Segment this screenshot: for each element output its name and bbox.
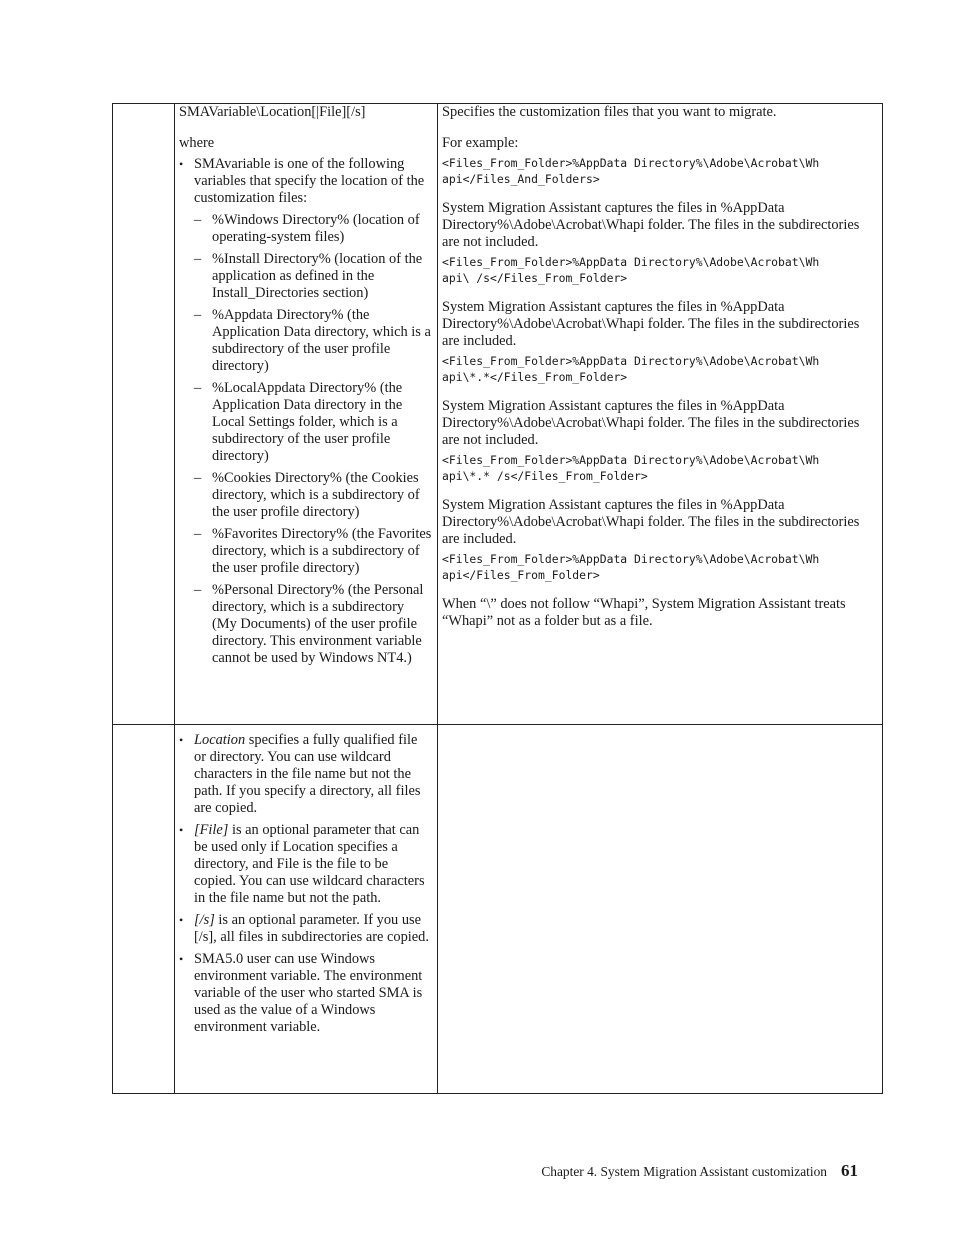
variable-intro: SMAvariable is one of the following variables that specify the location of the customization files:	[194, 156, 425, 206]
list-item: • SMA5.0 user can use Windows environment variable. The environment variable of the user who started SMA is used as the value of a Windows environment variable.	[179, 951, 432, 1036]
syntax-line: SMAVariable\Location[|File][/s]	[179, 104, 366, 120]
description-cell	[438, 104, 883, 725]
table-row	[113, 725, 883, 1094]
code-example: <Files_From_Folder>%AppData Directory%\Adobe\Acrobat\Wh api\*.* /s</Files_From_Folder>	[442, 453, 820, 483]
code-example: <Files_From_Folder>%AppData Directory%\Adobe\Acrobat\Wh api\ /s</Files_From_Folder>	[442, 255, 820, 285]
list-item: • Location specifies a fully qualified file or directory. You can use wildcard characters in the file name but not the path. If you specify a directory, all files are copied.	[179, 732, 432, 817]
blank-cell	[113, 104, 175, 725]
parameter-term: [File]	[194, 822, 229, 838]
parameter-term: Location	[194, 732, 246, 748]
example-explanation: System Migration Assistant captures the files in %AppData Directory%\Adobe\Acrobat\Whapi folder. The files in the subdirectories are not included.	[442, 398, 860, 448]
list-item: • [/s] is an optional parameter. If you use [/s], all files in subdirectories are copied.	[179, 912, 432, 946]
list-item: – %Favorites Directory% (the Favorites directory, which is a subdirectory of the user profile directory)	[194, 526, 432, 577]
list-item: – %Cookies Directory% (the Cookies directory, which is a subdirectory of the user profile directory)	[194, 470, 432, 521]
list-item: – %Install Directory% (location of the application as defined in the Install_Directories section)	[194, 251, 432, 302]
list-item: – %Windows Directory% (location of operating-system files)	[194, 212, 432, 246]
code-example: <Files_From_Folder>%AppData Directory%\Adobe\Acrobat\Wh api</Files_And_Folders>	[442, 156, 820, 186]
variable-list	[179, 156, 432, 667]
parameter-cell	[175, 725, 438, 1094]
list-item	[179, 156, 432, 667]
example-explanation: System Migration Assistant captures the files in %AppData Directory%\Adobe\Acrobat\Whapi folder. The files in the subdirectories are not included.	[442, 200, 860, 250]
list-item: – %Appdata Directory% (the Application Data directory, which is a subdirectory of the user profile directory)	[194, 307, 432, 375]
where-label: where	[179, 135, 215, 151]
example-explanation: System Migration Assistant captures the files in %AppData Directory%\Adobe\Acrobat\Whapi folder. The files in the subdirectories are included.	[442, 299, 860, 349]
list-item: – %LocalAppdata Directory% (the Application Data directory in the Local Settings folder, which is a subdirectory of the user profile directory)	[194, 380, 432, 465]
code-example: <Files_From_Folder>%AppData Directory%\Adobe\Acrobat\Wh api\*.*</Files_From_Folder>	[442, 354, 820, 384]
blank-cell	[438, 725, 883, 1094]
list-item: – %Personal Directory% (the Personal directory, which is a subdirectory (My Documents) of the user profile directory. This environment variable cannot be used by Windows NT4.)	[194, 582, 432, 667]
description-text: Specifies the customization files that you want to migrate.	[442, 104, 777, 120]
example-explanation: System Migration Assistant captures the files in %AppData Directory%\Adobe\Acrobat\Whapi folder. The files in the subdirectories are included.	[442, 497, 860, 547]
page-footer	[541, 1161, 858, 1182]
closing-note: When “\” does not follow “Whapi”, System Migration Assistant treats “Whapi” not as a folder but as a file.	[442, 596, 846, 629]
for-example-label: For example:	[442, 135, 519, 151]
table-row	[113, 104, 883, 725]
parameter-list	[179, 732, 432, 1036]
list-item: • [File] is an optional parameter that can be used only if Location specifies a directory, and File is the file to be copied. You can use wildcard characters in the file name but not the path.	[179, 822, 432, 907]
page-number: 61	[841, 1161, 858, 1180]
syntax-cell	[175, 104, 438, 725]
code-example: <Files_From_Folder>%AppData Directory%\Adobe\Acrobat\Wh api</Files_From_Folder>	[442, 552, 820, 582]
document-table	[112, 103, 883, 1094]
chapter-title: Chapter 4. System Migration Assistant customization	[541, 1164, 827, 1179]
variable-sublist	[194, 212, 432, 667]
parameter-term: [/s]	[194, 912, 215, 928]
blank-cell	[113, 725, 175, 1094]
